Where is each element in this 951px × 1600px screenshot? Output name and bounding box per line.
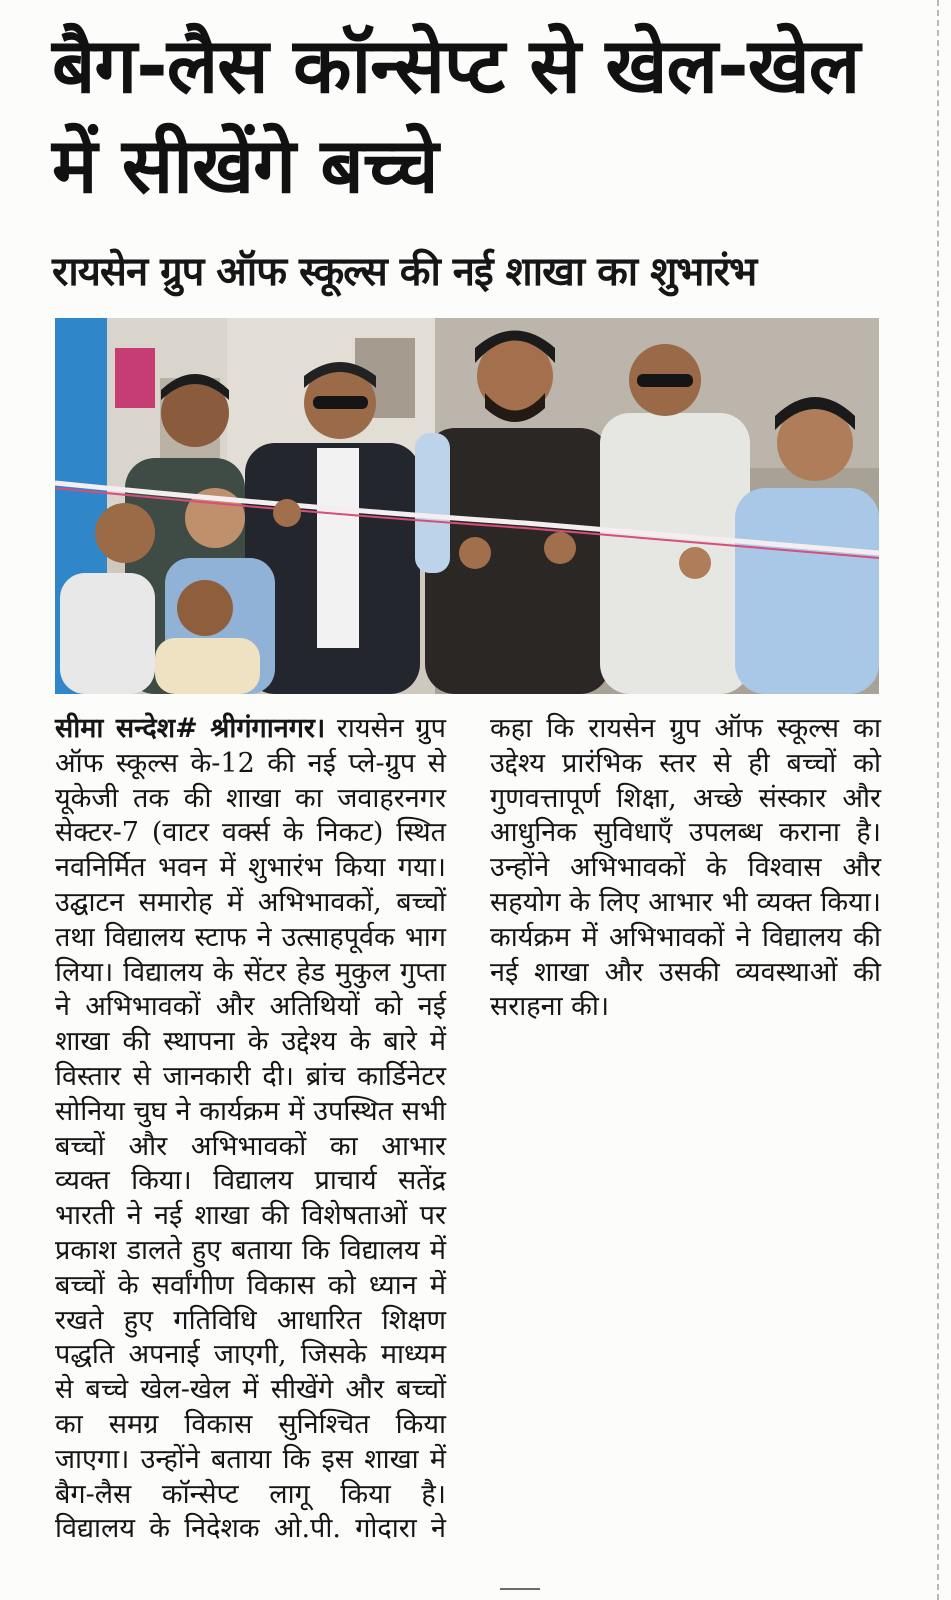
- central-man-sleeve: [415, 433, 450, 573]
- right-man-shirt: [600, 413, 750, 694]
- article-text: रायसेन ग्रुप ऑफ स्कूल्स के-12 की नई प्ले-ग्रुप से यूकेजी तक की शाखा का जवाहरनगर सेक्टर-7 (वाटर वर्क्स के निकट) स्थित नवनिर्मित भवन में शुभारंभ किया गया। उद्घाटन समारोह में अभिभावकों, बच्चों तथा विद्यालय स्टाफ ने उत्साहपूर्वक भाग लिया। विद्यालय के सेंटर हेड मुकुल गुप्ता ने अभिभावकों और अतिथियों को नई शाखा की स्थापना के उद्देश्य के बारे में विस्तार से जानकारी दी। ब्रांच कार्डिनेटर सोनिया चुघ ने कार्यक्रम में उपस्थित सभी बच्चों और अभिभावकों का आभार व्यक्त किया। विद्यालय प्राचार्य सतेंद्र भारती ने नई शाखा की विशेषताओं पर प्रकाश डालते हुए बताया कि विद्यालय में बच्चों के सर्वांगीण विकास को ध्यान में रखते हुए गतिविधि आधारित शिक्षण पद्धति अपनाई जाएगी, जिसके माध्यम से बच्चे खेल-खेल में सीखेंगे और बच्चों का समग्र विकास सुनिश्चित किया जाएगा। उन्होंने बताया कि इस शाखा में बैग-लैस कॉन्सेप्ट लागू किया है। विद्यालय के निदेशक ओ.पी. गोदारा ने कहा कि रायसेन ग्रुप ऑफ स्कूल्स का उद्देश्य प्रारंभिक स्तर से ही बच्चों को गुणवत्तापूर्ण शिक्षा, अच्छे संस्कार और आधुनिक सुविधाएँ उपलब्ध कराना है। उन्होंने अभिभावकों के विश्वास और सहयोग के लिए आभार भी व्यक्त किया। कार्यक्रम में अभिभावकों ने विद्यालय की नई शाखा और उसकी व्यवस्थाओं की सराहना की।: [55, 713, 881, 1545]
- news-photo: [55, 318, 879, 694]
- column-divider-rule: [937, 0, 939, 1600]
- hand-scissors: [273, 499, 301, 527]
- child-front-shirt: [155, 638, 260, 694]
- byline: सीमा सन्देश# श्रीगंगानगर।: [55, 713, 326, 744]
- central-man-vest: [425, 428, 610, 694]
- article-paragraph: [55, 712, 881, 1552]
- far-right-man-shirt: [735, 488, 879, 694]
- pink-banner: [115, 348, 155, 408]
- article-body: [55, 712, 881, 1552]
- hand-right: [544, 532, 576, 564]
- subheadline: रायसेन ग्रुप ऑफ स्कूल्स की नई शाखा का शुभारंभ: [52, 249, 757, 295]
- hand-far-right: [679, 547, 711, 579]
- headline: बैग-लैस कॉन्सेप्ट से खेल-खेल में सीखेंगे बच्चे: [52, 21, 860, 210]
- hand-center: [459, 537, 491, 569]
- child-front-head: [177, 580, 233, 636]
- child-left-shirt: [60, 573, 155, 694]
- sunglasses: [313, 396, 368, 409]
- suited-man-shirt: [317, 448, 359, 648]
- ribbon-cutting-photo: [55, 318, 879, 694]
- page-edge-mark: [500, 1588, 540, 1594]
- child-left-head: [95, 503, 155, 563]
- right-man-sunglasses: [637, 374, 693, 387]
